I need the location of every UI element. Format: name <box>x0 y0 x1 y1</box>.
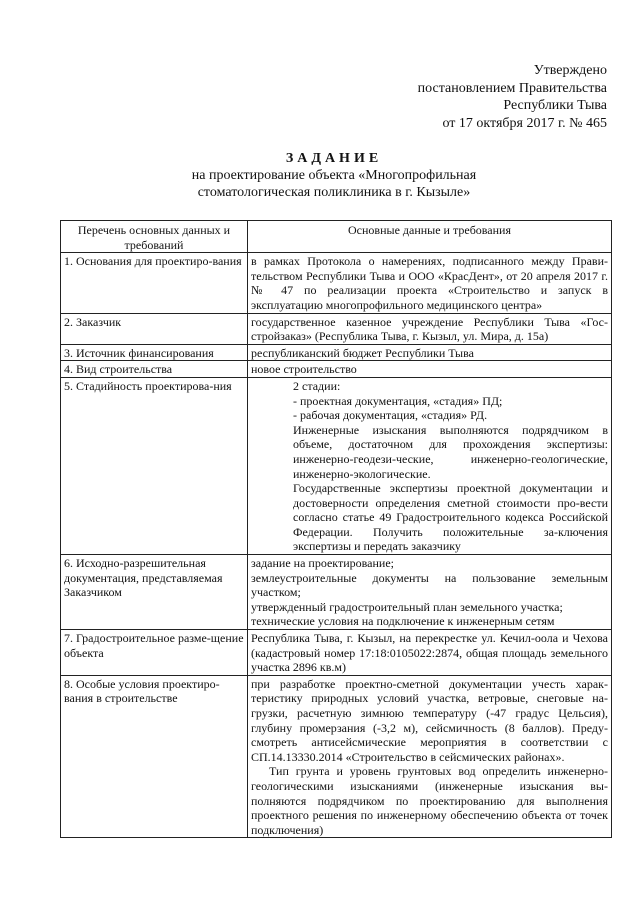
approval-line-1: Утверждено <box>533 63 607 78</box>
row-label: 1. Основания для проектиро-вания <box>61 253 248 313</box>
row-value-text: Государственные экспертизы проектной документации и достоверности определения сметной стоимости про-вести согласно статье 49 Градостроительного кодекса Российской Федерации. Получить положительные за-ключения экспертизы и передать заказчику <box>293 481 608 554</box>
title-line-2: стоматологическая поликлиника в г. Кызыле» <box>197 185 471 200</box>
approval-line-4: от 17 октября 2017 г. № 465 <box>442 115 607 131</box>
table-row <box>61 253 612 313</box>
table-row <box>61 344 612 361</box>
table-row <box>61 313 612 344</box>
row-label: 3. Источник финансирования <box>61 344 248 361</box>
table-header-row <box>61 221 612 253</box>
document-title <box>96 150 572 201</box>
approval-stamp <box>367 62 607 132</box>
approval-line-2: постановлением Правительства <box>417 80 607 96</box>
row-value-text: задание на проектирование; <box>251 556 394 571</box>
row-value <box>248 555 612 630</box>
row-value-text: Инженерные изыскания выполняются подрядчиком в объеме, достаточном для прохождения экспертизы: инженерно-геодези-ческие, инженерно-геологические, инженерно-экологические. <box>293 422 608 481</box>
table-row <box>61 630 612 676</box>
row-value-text: при разработке проектно-сметной документации учесть харак-теристику природных условий участка, ветровые, снеговые на-грузки, расчетную зимнюю температуру (-47 градус Цельсия), глубину промерзания (-3,2 м), сейсмичность (8 баллов). Преду-смотреть антисейсмические мероприятия в соответствии с СП.14.13330.2014 «Строительство в сейсмических районах». <box>251 676 608 764</box>
row-value-text: - рабочая документация, «стадия» РД. <box>293 408 488 423</box>
row-label: 7. Градостроительное разме-щение объекта <box>61 630 248 676</box>
row-value-text: государственное казенное учреждение Республики Тыва «Гос-стройзаказ» (Республика Тыва, г. Кызыл, ул. Мира, д. 15а) <box>251 314 608 344</box>
row-value <box>248 630 612 676</box>
row-value-text: в рамках Протокола о намерениях, подписанного между Прави-тельством Республики Тыва и ООО «КрасДент», от 20 апреля 2017 г. № 47 по реализации проекта «Строительство и запуск в эксплуатацию многопрофильного медицинского центра» <box>251 254 608 312</box>
row-label: 5. Стадийность проектирова-ния <box>61 377 248 554</box>
row-value <box>248 361 612 378</box>
row-value-text: республиканский бюджет Республики Тыва <box>251 345 474 360</box>
row-value-text: 2 стадии: <box>293 378 341 393</box>
row-value <box>248 253 612 313</box>
row-value <box>248 675 612 838</box>
row-value-text: новое строительство <box>251 362 357 377</box>
title-main: ЗАДАНИЕ <box>285 151 383 166</box>
row-value <box>248 377 612 554</box>
approval-line-3: Республики Тыва <box>503 98 607 113</box>
row-value <box>248 344 612 361</box>
requirements-table <box>60 220 612 838</box>
row-label: 6. Исходно-разрешительная документация, представляемая Заказчиком <box>61 555 248 630</box>
row-value-text: утвержденный градостроительный план земельного участка; <box>251 599 563 614</box>
row-value-text: землеустроительные документы на пользование земельным участком; <box>251 570 608 600</box>
header-col-1: Перечень основных данных и требований <box>61 221 248 253</box>
header-col-2: Основные данные и требования <box>248 221 612 253</box>
row-label: 4. Вид строительства <box>61 361 248 378</box>
row-value <box>248 313 612 344</box>
row-value-text: Республика Тыва, г. Кызыл, на перекрестке ул. Кечил-оола и Чехова (кадастровый номер 17:18:0105022:2874, общая площадь земельного участка 2896 кв.м) <box>251 631 608 675</box>
table-row <box>61 361 612 378</box>
row-label: 8. Особые условия проектиро-вания в строительстве <box>61 675 248 838</box>
table-row <box>61 675 612 838</box>
table-row <box>61 555 612 630</box>
title-line-1: на проектирование объекта «Многопрофильная <box>191 168 477 183</box>
table-row <box>61 377 612 554</box>
row-value-text: Тип грунта и уровень грунтовых вод определить инженерно-геологическими изысканиями (инженерные изыскания вы-полняются подрядчиком по проектированию для выполнения проектного решения по инженерному обеспечению объекта от точек подключения) <box>251 764 608 837</box>
row-value-text: - проектная документация, «стадия» ПД; <box>293 393 503 408</box>
row-value-text: технические условия на подключение к инженерным сетям <box>251 614 555 629</box>
row-label: 2. Заказчик <box>61 313 248 344</box>
